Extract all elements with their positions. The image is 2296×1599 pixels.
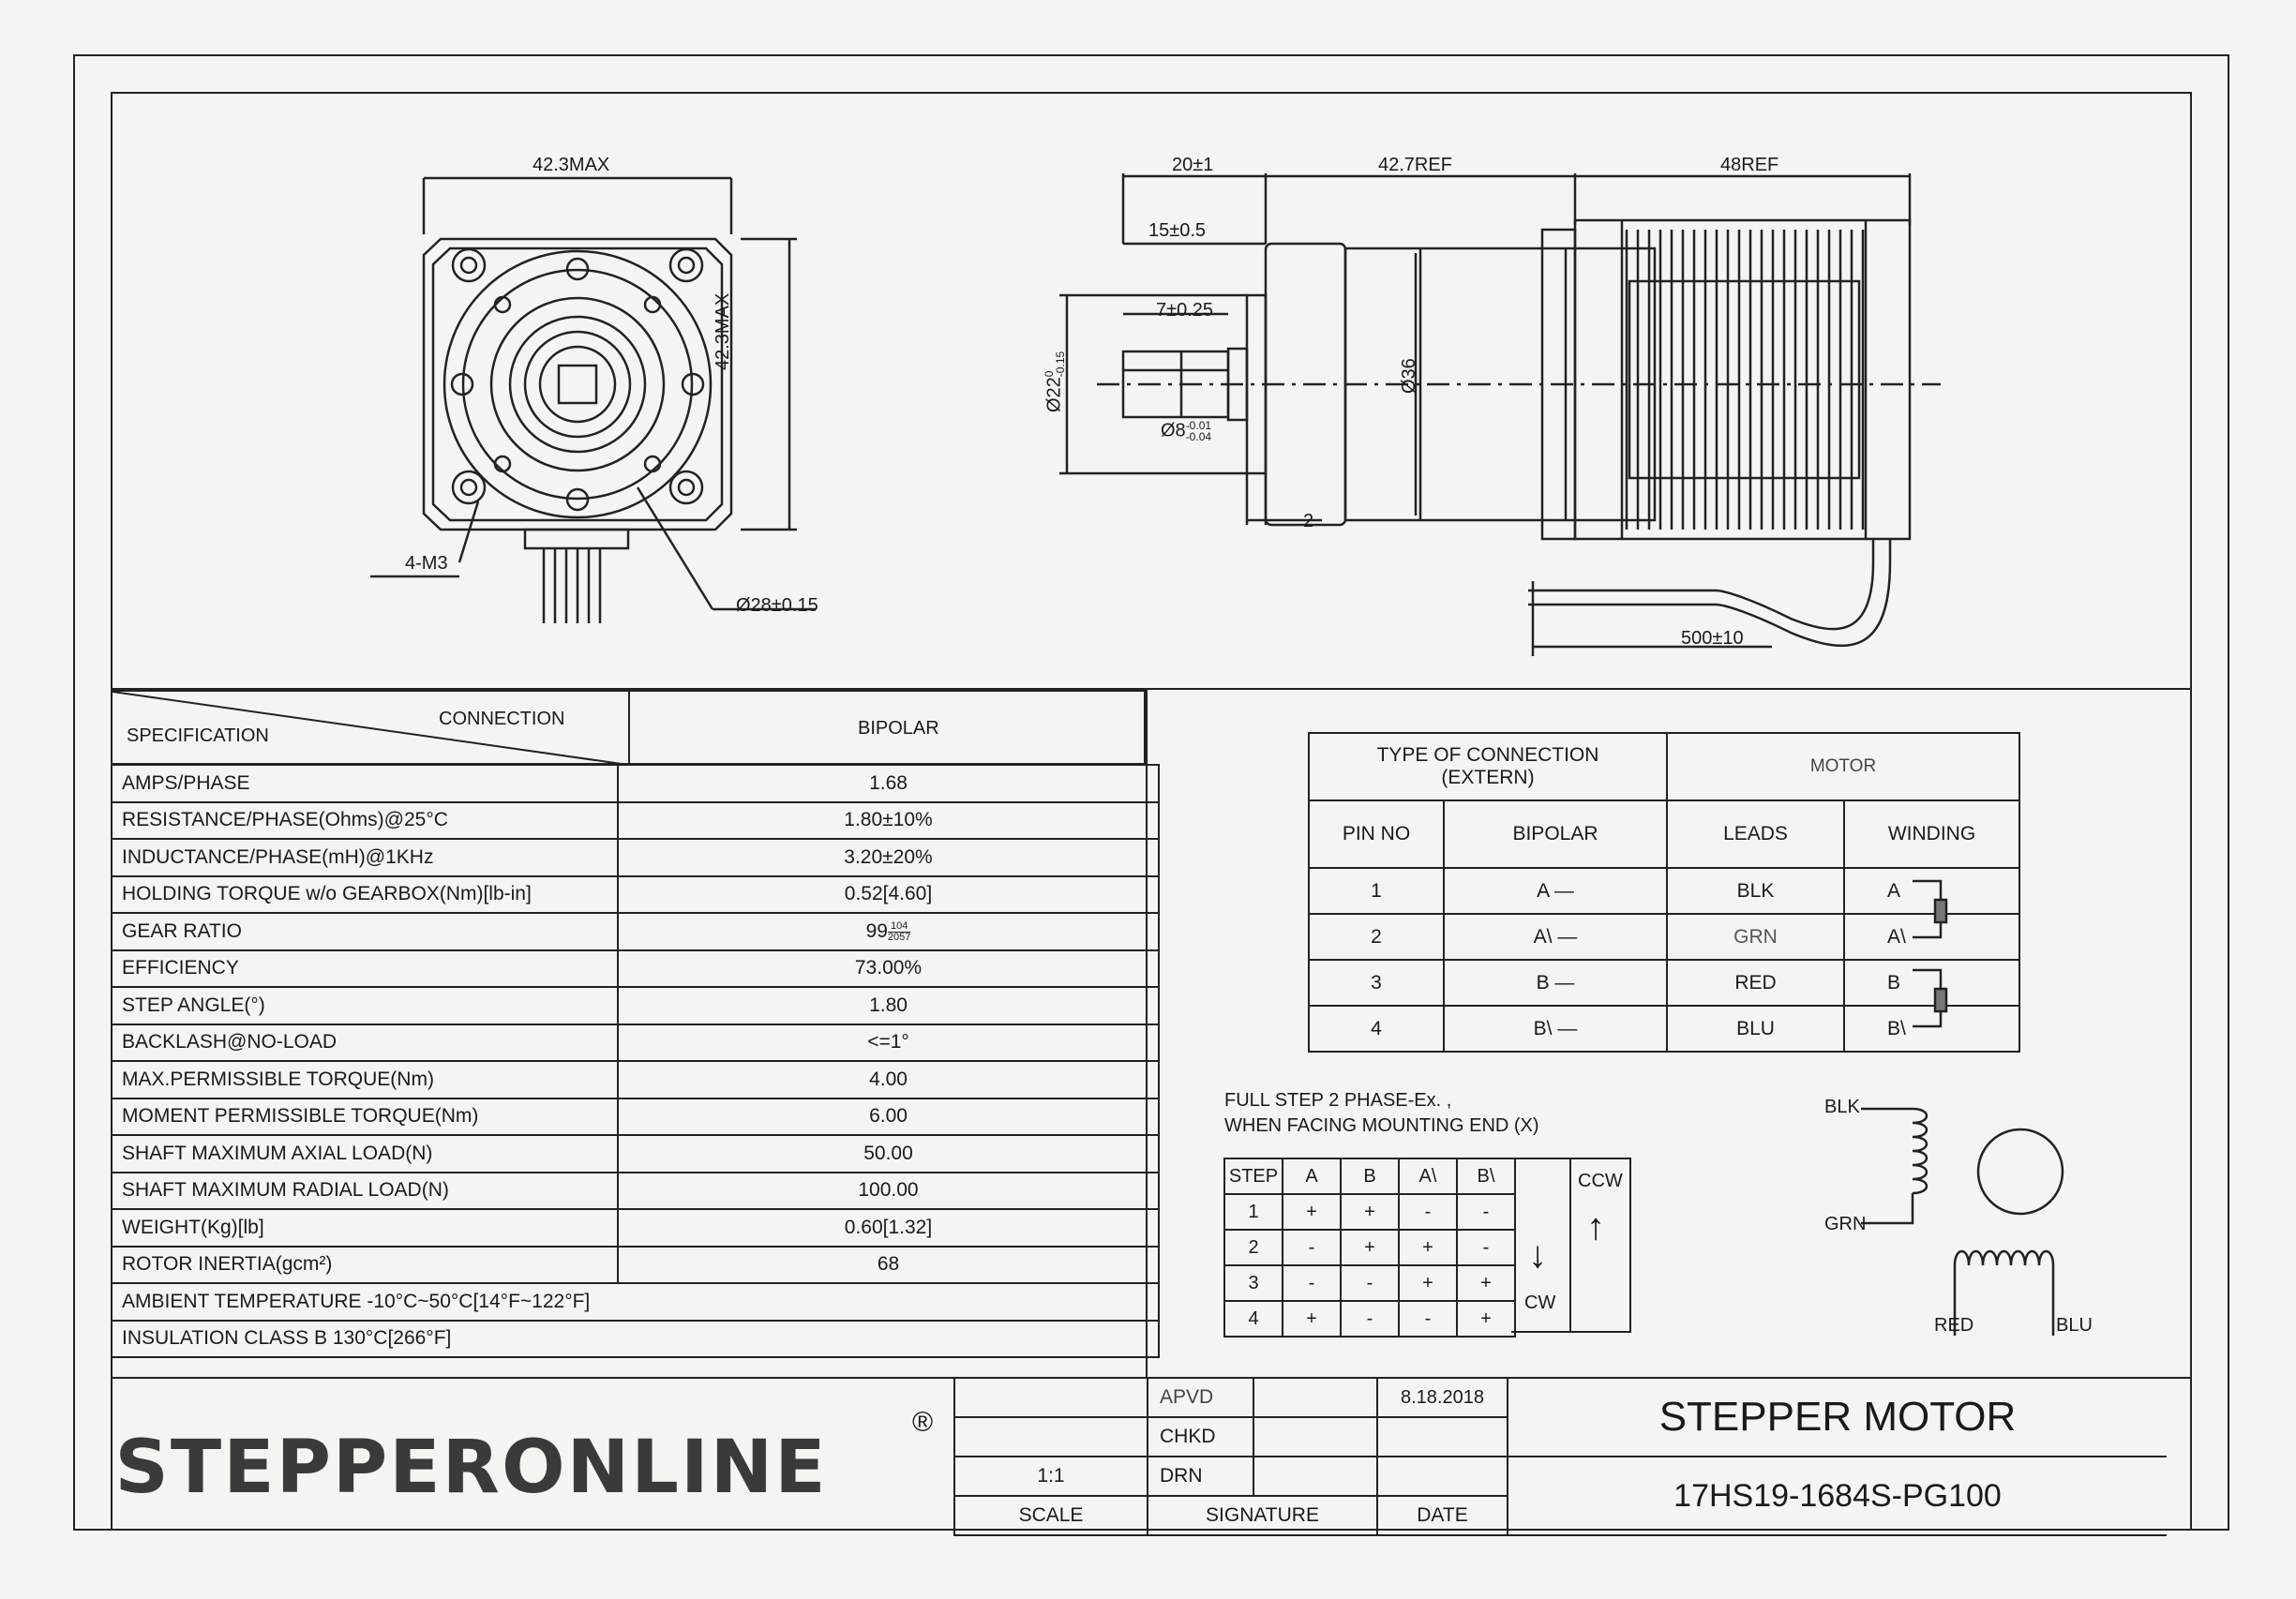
step-cell: -	[1457, 1230, 1515, 1265]
winding-label: B	[1887, 971, 1901, 994]
date-value: 8.18.2018	[1377, 1378, 1508, 1417]
diameter-28-label: Ø28±0.15	[736, 595, 818, 616]
step-cell: 3	[1224, 1265, 1283, 1301]
table-row	[112, 1283, 1159, 1321]
table-row	[1224, 1265, 1515, 1301]
winding-header: WINDING	[1844, 800, 2019, 868]
insulation-row: INSULATION CLASS B 130°C[266°F]	[112, 1321, 1159, 1358]
pin-cell: 4	[1309, 1006, 1444, 1052]
table-row	[112, 1247, 1159, 1284]
step-cell: +	[1283, 1301, 1341, 1337]
gear-frac-num: 104	[888, 921, 910, 933]
table-row	[112, 987, 1159, 1024]
step-cell: +	[1283, 1194, 1341, 1230]
registered-mark: ®	[912, 1407, 934, 1438]
spec-label: AMPS/PHASE	[112, 765, 618, 802]
spec-label: SHAFT MAXIMUM RADIAL LOAD(N)	[112, 1173, 618, 1210]
table-row	[112, 1209, 1159, 1247]
apvd-label: APVD	[1148, 1378, 1253, 1417]
front-height-dim: 42.3MAX	[713, 292, 733, 370]
type-of-connection-header	[1309, 733, 1667, 800]
step-title-2: WHEN FACING MOUNTING END (X)	[1224, 1115, 1539, 1136]
header-connection: CONNECTION	[439, 709, 565, 729]
step-cell: -	[1457, 1194, 1515, 1230]
spec-label: INDUCTANCE/PHASE(mH)@1KHz	[112, 839, 618, 876]
spec-value-gear	[618, 913, 1159, 950]
spec-value: 0.60[1.32]	[618, 1209, 1159, 1247]
lead-cell: BLK	[1667, 868, 1844, 914]
gear-ratio-int: 99	[865, 919, 888, 942]
type-sub: (EXTERN)	[1441, 767, 1535, 788]
leads-header: LEADS	[1667, 800, 1844, 868]
wire-grn: GRN	[1824, 1214, 1867, 1234]
motor-header: MOTOR	[1667, 733, 2019, 800]
dim-8-tol-bottom: -0.04	[1185, 430, 1212, 443]
wire-blu: BLU	[2056, 1315, 2093, 1336]
table-row	[112, 1321, 1159, 1358]
step-header: A\	[1399, 1158, 1457, 1194]
lead-cell: RED	[1667, 960, 1844, 1006]
pin-cell: 3	[1309, 960, 1444, 1006]
part-number: 17HS19-1684S-PG100	[1508, 1457, 2167, 1535]
table-row	[1224, 1230, 1515, 1265]
wire-red: RED	[1934, 1315, 1974, 1336]
chkd-label: CHKD	[1148, 1417, 1253, 1457]
ambient-row: AMBIENT TEMPERATURE -10°C~50°C[14°F~122°F]	[112, 1283, 1159, 1321]
table-row	[112, 839, 1159, 876]
brand-logo: STEPPERONLINE	[114, 1426, 828, 1510]
step-cell: -	[1283, 1265, 1341, 1301]
table-row	[1224, 1194, 1515, 1230]
step-cell: -	[1399, 1194, 1457, 1230]
spec-label: RESISTANCE/PHASE(Ohms)@25°C	[112, 802, 618, 840]
winding-label: A\	[1887, 925, 1906, 948]
dim-20: 20±1	[1172, 155, 1214, 175]
spec-value: <=1°	[618, 1024, 1159, 1062]
dim-22-tol-top: 0	[1043, 370, 1056, 378]
date-label: DATE	[1377, 1496, 1508, 1535]
dim-2: 2	[1303, 511, 1314, 531]
direction-box	[1511, 1158, 1631, 1333]
step-cell: +	[1457, 1265, 1515, 1301]
spec-value: 3.20±20%	[618, 839, 1159, 876]
spec-value: 1.68	[618, 765, 1159, 802]
spec-label: HOLDING TORQUE w/o GEARBOX(Nm)[lb-in]	[112, 876, 618, 914]
dim-22	[1043, 351, 1066, 412]
bipolar-cell: B —	[1444, 960, 1667, 1006]
arrow-down-icon: ↓	[1528, 1234, 1547, 1276]
front-width-dim: 42.3MAX	[533, 155, 610, 175]
table-row	[112, 1135, 1159, 1173]
step-header: STEP	[1224, 1158, 1283, 1194]
dim-8	[1161, 420, 1211, 442]
spec-value: 100.00	[618, 1173, 1159, 1210]
pin-cell: 1	[1309, 868, 1444, 914]
lead-cell: GRN	[1667, 914, 1844, 960]
table-row	[112, 1024, 1159, 1062]
signature-label: SIGNATURE	[1148, 1496, 1377, 1535]
bipolar-cell: A —	[1444, 868, 1667, 914]
step-title-1: FULL STEP 2 PHASE-Ex. ,	[1224, 1090, 1452, 1111]
winding-symbol	[1913, 872, 1969, 1059]
step-cell: +	[1399, 1230, 1457, 1265]
winding-label: A	[1887, 879, 1901, 902]
pin-cell: 2	[1309, 914, 1444, 960]
step-header: A	[1283, 1158, 1341, 1194]
dim-500: 500±10	[1681, 628, 1744, 649]
step-cell: +	[1341, 1230, 1399, 1265]
spec-value: 6.00	[618, 1098, 1159, 1136]
drawing-title: STEPPER MOTOR	[1508, 1378, 2167, 1457]
dim-7: 7±0.25	[1156, 300, 1214, 321]
spec-label: STEP ANGLE(°)	[112, 987, 618, 1024]
spec-value: 1.80	[618, 987, 1159, 1024]
bipolar-cell: A\ —	[1444, 914, 1667, 960]
dim-15: 15±0.5	[1148, 220, 1207, 241]
spec-value: 50.00	[618, 1135, 1159, 1173]
step-cell: -	[1399, 1301, 1457, 1337]
table-row	[112, 802, 1159, 840]
table-row	[112, 913, 1159, 950]
step-cell: 4	[1224, 1301, 1283, 1337]
spec-label: ROTOR INERTIA(gcm²)	[112, 1247, 618, 1284]
step-cell: 1	[1224, 1194, 1283, 1230]
dim-8-value: Ø8	[1161, 420, 1186, 441]
step-header: B	[1341, 1158, 1399, 1194]
step-cell: -	[1341, 1265, 1399, 1301]
cw-label: CW	[1524, 1293, 1556, 1313]
arrow-up-icon: ↑	[1586, 1206, 1605, 1248]
winding-label: B\	[1887, 1017, 1906, 1039]
table-row	[112, 876, 1159, 914]
ccw-label: CCW	[1578, 1171, 1623, 1191]
wiring-diagram	[1861, 1087, 2105, 1340]
spec-label: EFFICIENCY	[112, 950, 618, 988]
dim-36: Ø36	[1399, 358, 1419, 394]
spec-label: WEIGHT(Kg)[lb]	[112, 1209, 618, 1247]
scale-label: SCALE	[954, 1496, 1148, 1535]
spec-label: MAX.PERMISSIBLE TORQUE(Nm)	[112, 1061, 618, 1098]
spec-label: BACKLASH@NO-LOAD	[112, 1024, 618, 1062]
header-bipolar: BIPOLAR	[858, 718, 939, 739]
spec-value: 1.80±10%	[618, 802, 1159, 840]
step-cell: 2	[1224, 1230, 1283, 1265]
bipolar-cell: B\ —	[1444, 1006, 1667, 1052]
bipolar-header: BIPOLAR	[1444, 800, 1667, 868]
spec-table	[111, 764, 1160, 1358]
spec-header	[111, 690, 1146, 765]
table-row	[1224, 1158, 1515, 1194]
spec-value: 0.52[4.60]	[618, 876, 1159, 914]
table-row	[112, 1061, 1159, 1098]
type-header: TYPE OF CONNECTION	[1376, 744, 1599, 766]
spec-value: 73.00%	[618, 950, 1159, 988]
lead-cell: BLU	[1667, 1006, 1844, 1052]
dim-22-value: Ø22	[1043, 377, 1065, 412]
wire-blk: BLK	[1824, 1097, 1860, 1117]
step-table	[1223, 1158, 1516, 1337]
holes-label: 4-M3	[405, 553, 448, 574]
spec-label: MOMENT PERMISSIBLE TORQUE(Nm)	[112, 1098, 618, 1136]
table-row	[112, 1173, 1159, 1210]
step-cell: +	[1341, 1194, 1399, 1230]
drn-label: DRN	[1148, 1457, 1253, 1496]
spec-value: 4.00	[618, 1061, 1159, 1098]
step-cell: +	[1457, 1301, 1515, 1337]
table-row	[112, 1098, 1159, 1136]
step-cell: +	[1399, 1265, 1457, 1301]
table-row	[112, 950, 1159, 988]
gear-frac-den: 2057	[887, 931, 911, 943]
step-header: B\	[1457, 1158, 1515, 1194]
title-block-grid	[953, 1377, 2167, 1536]
step-cell: -	[1341, 1301, 1399, 1337]
spec-label: GEAR RATIO	[112, 913, 618, 950]
dim-42-7: 42.7REF	[1378, 155, 1452, 175]
table-row	[112, 765, 1159, 802]
spec-value: 68	[618, 1247, 1159, 1284]
pin-no-header: PIN NO	[1309, 800, 1444, 868]
table-row	[1224, 1301, 1515, 1337]
step-cell: -	[1283, 1230, 1341, 1265]
spec-label: SHAFT MAXIMUM AXIAL LOAD(N)	[112, 1135, 618, 1173]
scale-value: 1:1	[954, 1457, 1148, 1496]
dim-48: 48REF	[1720, 155, 1779, 175]
header-specification: SPECIFICATION	[127, 725, 269, 746]
dim-8-tol-top: -0.01	[1185, 419, 1212, 432]
dim-22-tol-bottom: -0.15	[1054, 351, 1067, 378]
